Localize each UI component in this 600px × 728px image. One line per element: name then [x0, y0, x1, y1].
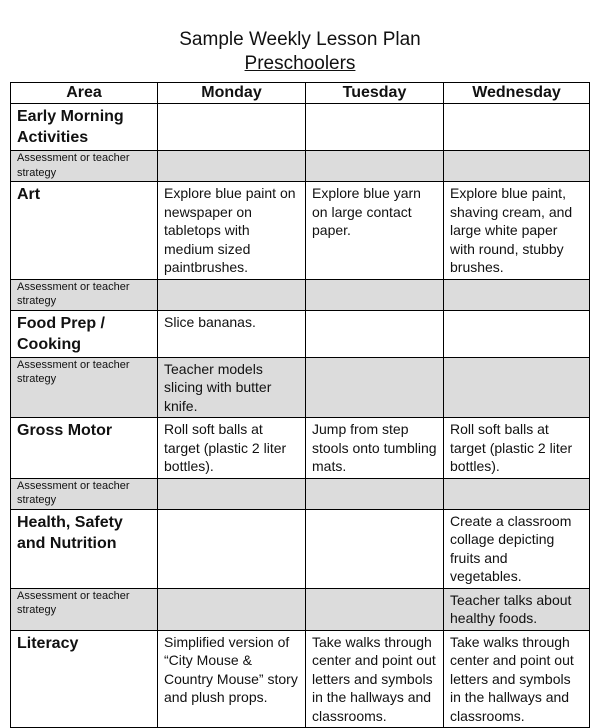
tuesday-cell: [306, 310, 444, 357]
table-row: [11, 588, 590, 630]
monday-cell: Simplified version of “City Mouse & Country Mouse” story and plush props.: [158, 630, 306, 728]
assessment-label-cell: Assessment or teacher strategy: [11, 357, 158, 418]
column-header-monday: Monday: [158, 83, 306, 104]
wednesday-cell: [444, 310, 590, 357]
tuesday-cell: [306, 478, 444, 509]
area-cell: Literacy: [11, 630, 158, 728]
table-row: [11, 357, 590, 418]
tuesday-cell: [306, 151, 444, 182]
tuesday-cell: [306, 588, 444, 630]
wednesday-cell: [444, 104, 590, 151]
lesson-plan-table: [10, 82, 590, 728]
column-header-area: Area: [11, 83, 158, 104]
wednesday-cell: Take walks through center and point out letters and symbols in the hallways and classrooms.: [444, 630, 590, 728]
column-header-tuesday: Tuesday: [306, 83, 444, 104]
tuesday-cell: Jump from step stools onto tumbling mats.: [306, 418, 444, 479]
column-header-wednesday: Wednesday: [444, 83, 590, 104]
wednesday-cell: Explore blue paint, shaving cream, and large white paper with round, stubby brushes.: [444, 182, 590, 280]
assessment-label-cell: Assessment or teacher strategy: [11, 588, 158, 630]
header-row: [11, 83, 590, 104]
area-cell: Health, Safety and Nutrition: [11, 509, 158, 588]
tuesday-cell: Take walks through center and point out letters and symbols in the hallways and classrooms.: [306, 630, 444, 728]
wednesday-cell: [444, 279, 590, 310]
wednesday-cell: Create a classroom collage depicting fruits and vegetables.: [444, 509, 590, 588]
monday-cell: Slice bananas.: [158, 310, 306, 357]
page-subtitle: [0, 53, 600, 75]
table-row: [11, 151, 590, 182]
area-cell: Early Morning Activities: [11, 104, 158, 151]
table-row: [11, 509, 590, 588]
area-cell: Art: [11, 182, 158, 280]
monday-cell: [158, 104, 306, 151]
monday-cell: [158, 279, 306, 310]
monday-cell: [158, 588, 306, 630]
monday-cell: Roll soft balls at target (plastic 2 liter bottles).: [158, 418, 306, 479]
table-row: [11, 630, 590, 728]
assessment-label-cell: Assessment or teacher strategy: [11, 279, 158, 310]
table-row: [11, 418, 590, 479]
tuesday-cell: [306, 357, 444, 418]
table-row: [11, 104, 590, 151]
assessment-label-cell: Assessment or teacher strategy: [11, 478, 158, 509]
area-cell: Gross Motor: [11, 418, 158, 479]
wednesday-cell: Roll soft balls at target (plastic 2 liter bottles).: [444, 418, 590, 479]
wednesday-cell: [444, 151, 590, 182]
monday-cell: Explore blue paint on newspaper on tabletops with medium sized paintbrushes.: [158, 182, 306, 280]
monday-cell: Teacher models slicing with butter knife.: [158, 357, 306, 418]
monday-cell: [158, 509, 306, 588]
page-subtitle-text: Preschoolers: [244, 53, 356, 74]
wednesday-cell: Teacher talks about healthy foods.: [444, 588, 590, 630]
area-cell: Food Prep / Cooking: [11, 310, 158, 357]
tuesday-cell: [306, 279, 444, 310]
monday-cell: [158, 478, 306, 509]
table-row: [11, 478, 590, 509]
table-row: [11, 310, 590, 357]
tuesday-cell: Explore blue yarn on large contact paper.: [306, 182, 444, 280]
page-title: Sample Weekly Lesson Plan: [179, 29, 421, 50]
wednesday-cell: [444, 478, 590, 509]
assessment-label-cell: Assessment or teacher strategy: [11, 151, 158, 182]
table-row: [11, 182, 590, 280]
wednesday-cell: [444, 357, 590, 418]
table-row: [11, 279, 590, 310]
tuesday-cell: [306, 104, 444, 151]
monday-cell: [158, 151, 306, 182]
tuesday-cell: [306, 509, 444, 588]
